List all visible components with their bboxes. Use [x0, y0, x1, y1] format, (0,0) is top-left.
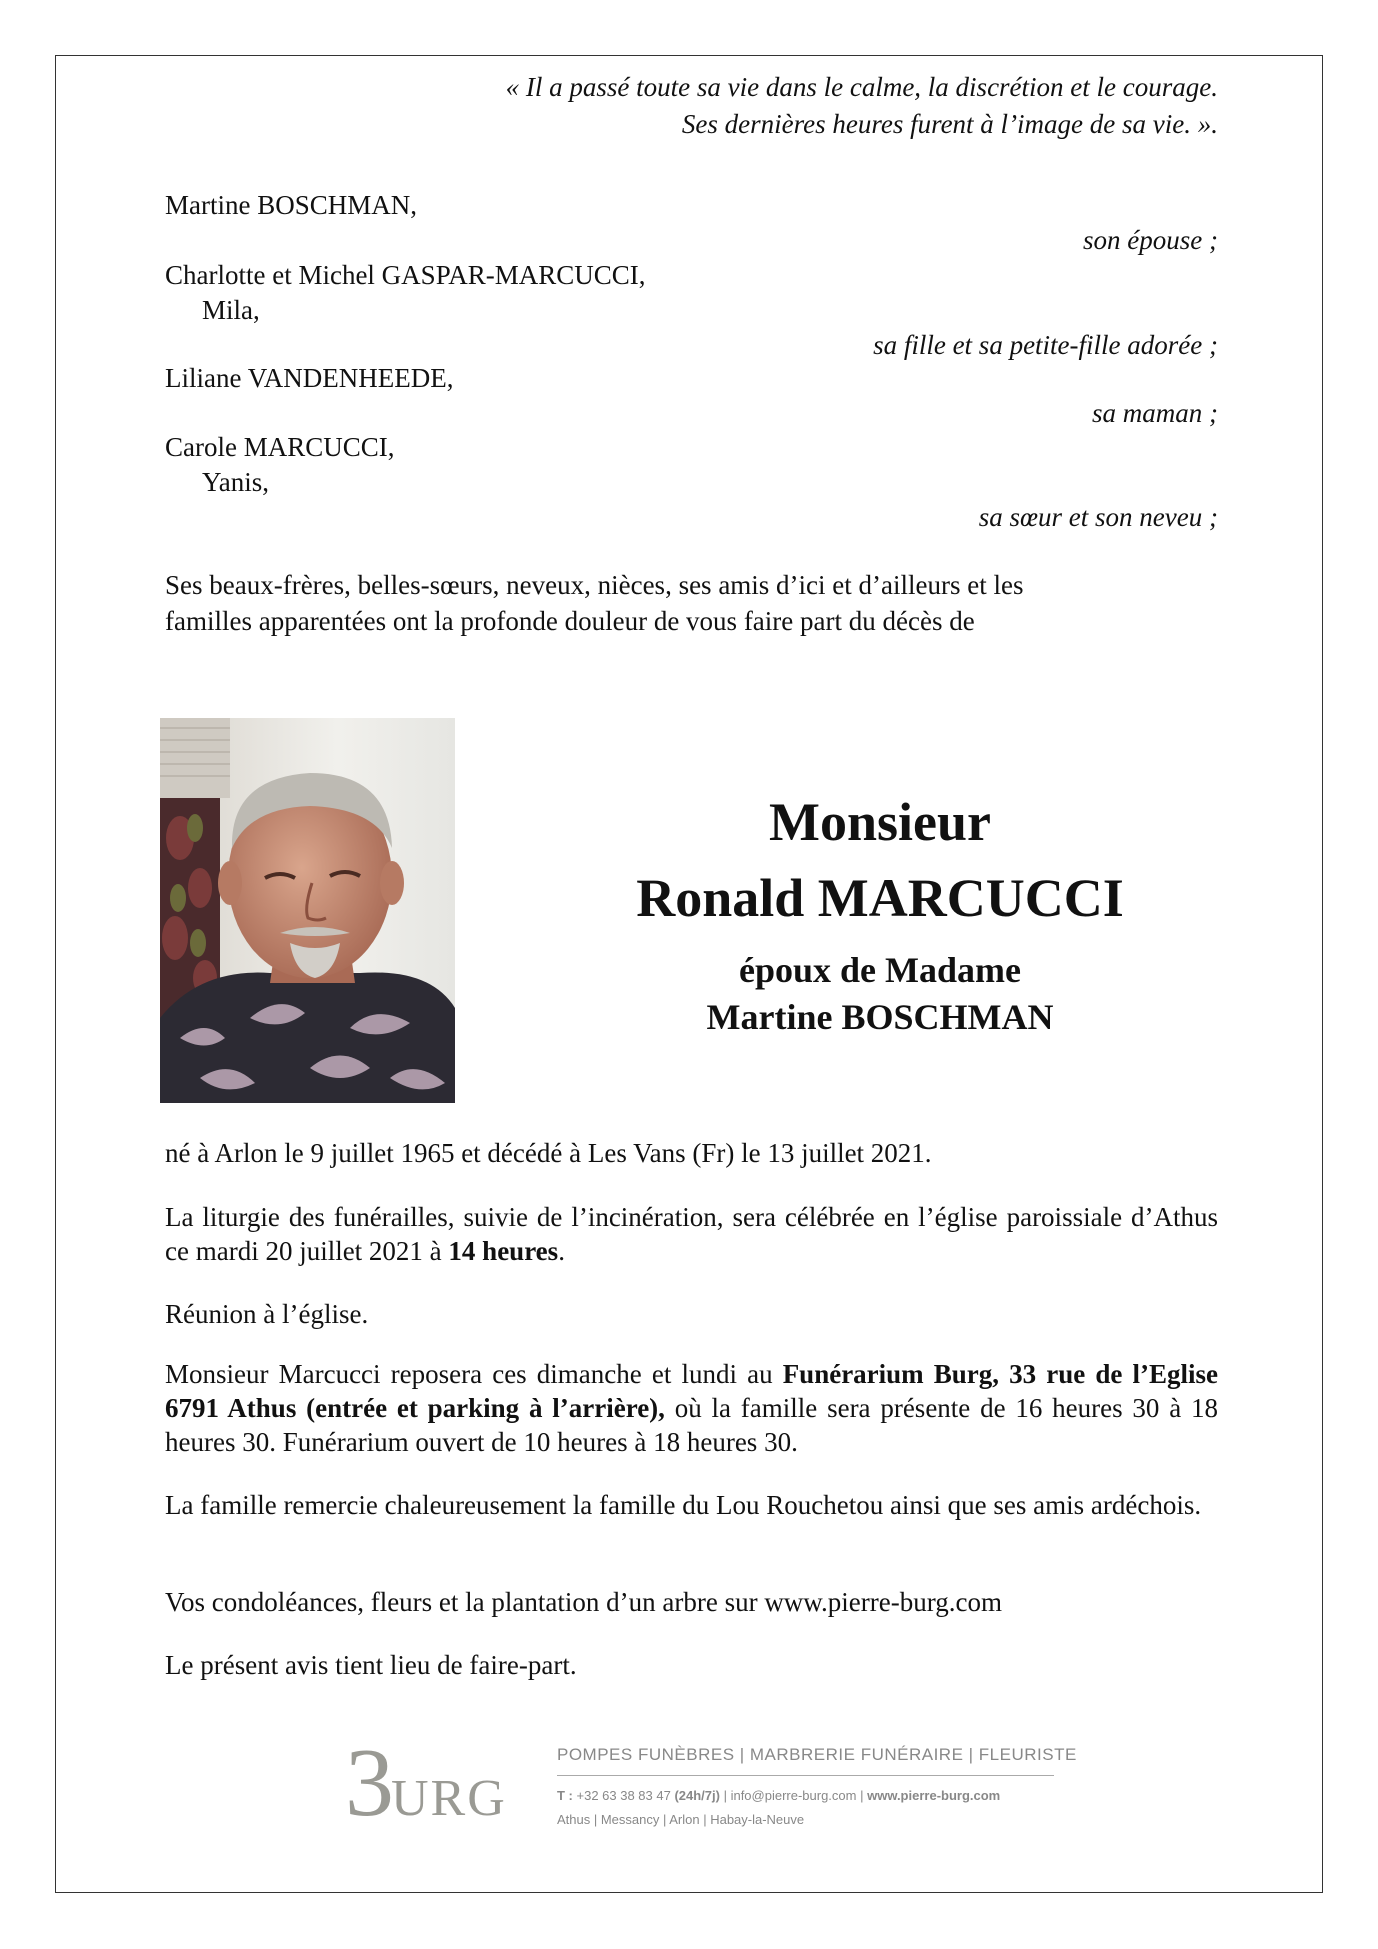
daughter-names: Charlotte et Michel GASPAR-MARCUCCI, — [165, 260, 646, 290]
deceased-name: Ronald MARCUCCI — [636, 868, 1124, 928]
liturgy-text: La liturgie des funérailles, suivie de l’incinération, sera célébrée en l’église paroissiale d’Athus ce mardi 20 juillet 2021 à — [165, 1202, 1218, 1266]
portrait-illustration — [160, 718, 455, 1103]
intro-line-2: familles apparentées ont la profonde douleur de vous faire part du décès de — [165, 606, 975, 636]
spouse-line-2: Martine BOSCHMAN — [706, 997, 1054, 1037]
thanks-paragraph: La famille remercie chaleureusement la famille du Lou Rouchetou ainsi que ses amis ardéchois. — [165, 1490, 1202, 1520]
daughter-relation: sa fille et sa petite-fille adorée ; — [873, 330, 1218, 360]
footer-locations: Athus | Messancy | Arlon | Habay-la-Neuve — [557, 1812, 805, 1827]
footer-contact — [557, 1788, 1000, 1803]
liturgy-end: . — [558, 1236, 565, 1266]
condolences-text: Vos condoléances, fleurs et la plantation d’un arbre sur www.pierre-burg.com — [165, 1587, 1002, 1617]
logo-b: 3 — [345, 1735, 394, 1825]
sister-relation: sa sœur et son neveu ; — [978, 502, 1218, 532]
rest-hours: où la famille sera présente de 16 heures 30 à 18 heures 30. Funérarium ouvert de 10 heures à 18 heures 30. — [165, 1393, 1218, 1457]
quote-line-1: « Il a passé toute sa vie dans le calme, la discrétion et le courage. — [505, 72, 1218, 102]
phone-number: +32 63 38 83 47 — [572, 1788, 675, 1803]
nephew-name: Yanis, — [202, 467, 270, 497]
wife-name: Martine BOSCHMAN, — [165, 190, 418, 220]
footer-divider — [557, 1775, 1054, 1776]
rest-text: Monsieur Marcucci reposera ces dimanche et lundi au — [165, 1359, 783, 1389]
mother-relation: sa maman ; — [1092, 398, 1218, 428]
mother-name: Liliane VANDENHEEDE, — [165, 363, 454, 393]
deceased-honorific: Monsieur — [769, 792, 991, 852]
birth-death: né à Arlon le 9 juillet 1965 et décédé à Les Vans (Fr) le 13 juillet 2021. — [165, 1138, 932, 1168]
burg-logo — [345, 1735, 515, 1825]
wife-relation: son épouse ; — [1083, 225, 1218, 255]
liturgy-paragraph — [165, 1200, 1218, 1268]
rest-paragraph — [165, 1357, 1218, 1459]
logo-urg: URG — [391, 1770, 507, 1825]
liturgy-time: 14 heures — [448, 1236, 559, 1266]
meeting-text: Réunion à l’église. — [165, 1299, 369, 1329]
granddaughter-name: Mila, — [202, 295, 260, 325]
sister-name: Carole MARCUCCI, — [165, 432, 395, 462]
intro-line-1: Ses beaux-frères, belles-sœurs, neveux, nièces, ses amis d’ici et d’ailleurs et les — [165, 570, 1024, 600]
funerarium-address: Funérarium Burg, 33 rue de l’Eglise 6791 Athus (entrée et parking à l’arrière), — [165, 1359, 1218, 1423]
quote-line-2: Ses dernières heures furent à l’image de sa vie. ». — [681, 109, 1218, 139]
email-link[interactable]: | info@pierre-burg.com | — [719, 1788, 868, 1803]
footer-services: POMPES FUNÈBRES | MARBRERIE FUNÉRAIRE | FLEURISTE — [557, 1745, 1077, 1764]
portrait-photo — [160, 718, 455, 1103]
notice-text: Le présent avis tient lieu de faire-part. — [165, 1650, 577, 1680]
phone-hours: (24h/7j) — [674, 1788, 720, 1803]
spouse-line-1: époux de Madame — [739, 950, 1021, 990]
website-link[interactable]: www.pierre-burg.com — [867, 1788, 1001, 1803]
burg-logo-mark — [345, 1735, 515, 1825]
phone-label: T : — [557, 1788, 573, 1803]
